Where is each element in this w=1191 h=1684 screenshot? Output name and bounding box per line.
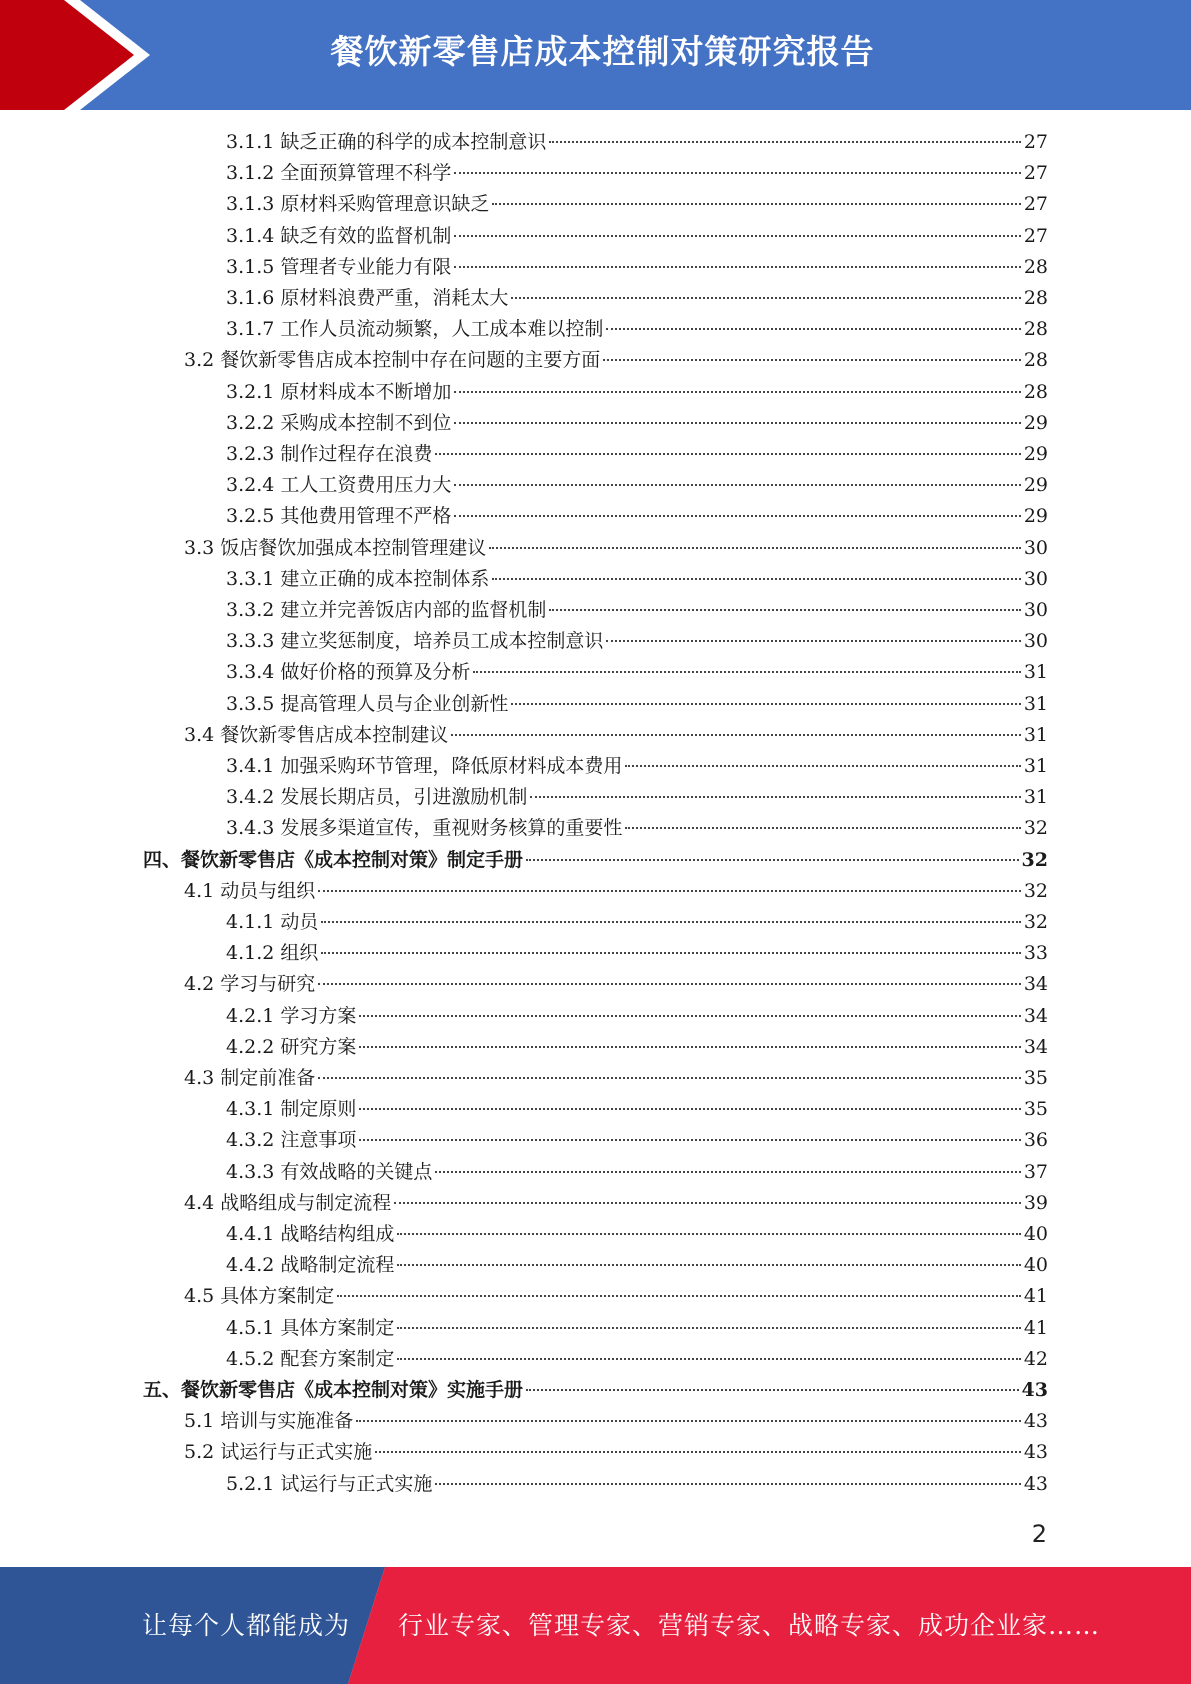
toc-entry[interactable] <box>226 1250 1048 1281</box>
toc-entry-page: 30 <box>1023 630 1048 653</box>
toc-entry-label: 五、餐饮新零售店《成本控制对策》实施手册 <box>143 1379 524 1401</box>
toc-dot-leader <box>606 640 1020 642</box>
toc-entry-page: 35 <box>1023 1067 1048 1089</box>
toc-entry-page: 29 <box>1023 443 1048 465</box>
footer-slogan-left: 让每个人都能成为 <box>142 1611 351 1640</box>
toc-entry-page: 42 <box>1023 1347 1048 1370</box>
toc-entry-label: 3.2 餐饮新零售店成本控制中存在问题的主要方面 <box>184 349 601 372</box>
toc-entry-label: 4.5.1 具体方案制定 <box>226 1316 395 1339</box>
toc-dot-leader <box>549 141 1020 143</box>
toc-entry[interactable] <box>226 938 1048 969</box>
toc-entry-page: 34 <box>1023 973 1048 996</box>
toc-entry-label: 3.1.5 管理者专业能力有限 <box>226 255 452 278</box>
toc-entry-label: 4.2.2 研究方案 <box>226 1035 357 1058</box>
toc-dot-leader <box>526 1389 1019 1391</box>
toc-dot-leader <box>321 921 1020 923</box>
toc-entry[interactable] <box>226 377 1048 408</box>
toc-entry-label: 4.2 学习与研究 <box>184 973 316 996</box>
toc-entry-page: 27 <box>1023 131 1048 153</box>
toc-entry-label: 3.4.3 发展多渠道宣传，重视财务核算的重要性 <box>226 817 623 840</box>
toc-entry[interactable] <box>226 158 1048 189</box>
toc-dot-leader <box>549 609 1020 611</box>
toc-dot-leader <box>526 859 1019 861</box>
toc-entry[interactable] <box>184 876 1048 907</box>
toc-entry[interactable] <box>226 1001 1048 1032</box>
toc-entry-label: 3.3.3 建立奖惩制度，培养员工成本控制意识 <box>226 630 604 653</box>
toc-dot-leader <box>451 734 1021 736</box>
toc-entry[interactable] <box>184 345 1048 376</box>
toc-dot-leader <box>454 515 1020 517</box>
toc-entry-page: 34 <box>1023 1004 1048 1027</box>
toc-entry-page: 28 <box>1023 349 1048 372</box>
toc-entry[interactable] <box>226 1125 1048 1156</box>
toc-entry-label: 3.4.2 发展长期店员，引进激励机制 <box>226 786 528 809</box>
toc-entry[interactable] <box>226 1469 1048 1500</box>
toc-dot-leader <box>318 890 1021 892</box>
toc-dot-leader <box>359 1139 1020 1141</box>
toc-entry[interactable] <box>226 439 1048 470</box>
toc-entry-label: 3.1.7 工作人员流动频繁，人工成本难以控制 <box>226 318 604 341</box>
toc-entry[interactable] <box>184 720 1048 751</box>
toc-entry-label: 3.1.1 缺乏正确的科学的成本控制意识 <box>226 131 547 153</box>
toc-entry-label: 4.5 具体方案制定 <box>184 1285 335 1308</box>
toc-entry[interactable] <box>226 283 1048 314</box>
toc-dot-leader <box>356 1420 1021 1422</box>
toc-dot-leader <box>454 484 1020 486</box>
toc-entry[interactable] <box>226 782 1048 813</box>
toc-entry-page: 33 <box>1023 942 1048 965</box>
toc-entry-page: 28 <box>1023 318 1048 341</box>
toc-dot-leader <box>397 1233 1020 1235</box>
toc-dot-leader <box>435 1483 1020 1485</box>
toc-dot-leader <box>435 1171 1020 1173</box>
toc-dot-leader <box>321 952 1020 954</box>
footer-slogan-right: 行业专家、管理专家、营销专家、战略专家、成功企业家…… <box>398 1611 1101 1640</box>
toc-entry-label: 3.3.1 建立正确的成本控制体系 <box>226 567 490 590</box>
toc-entry-page: 29 <box>1023 474 1048 497</box>
toc-entry-page: 27 <box>1023 162 1048 185</box>
toc-entry-label: 3.3.4 做好价格的预算及分析 <box>226 661 471 684</box>
toc-entry-page: 34 <box>1023 1035 1048 1058</box>
toc-entry-label: 3.4 餐饮新零售店成本控制建议 <box>184 723 449 746</box>
toc-entry[interactable] <box>226 501 1048 532</box>
toc-entry-page: 32 <box>1023 817 1048 840</box>
toc-entry-label: 4.3.2 注意事项 <box>226 1129 357 1152</box>
toc-entry[interactable] <box>226 907 1048 938</box>
toc-entry-label: 4.3.3 有效战略的关键点 <box>226 1160 433 1183</box>
toc-entry-page: 31 <box>1023 723 1048 746</box>
toc-entry-label: 5.2.1 试运行与正式实施 <box>226 1472 433 1495</box>
toc-dot-leader <box>375 1451 1021 1453</box>
toc-dot-leader <box>489 547 1021 549</box>
toc-entry[interactable] <box>143 845 1048 876</box>
toc-entry-page: 29 <box>1023 505 1048 528</box>
toc-entry-page: 28 <box>1023 255 1048 278</box>
toc-dot-leader <box>473 671 1020 673</box>
toc-entry-label: 3.2.1 原材料成本不断增加 <box>226 380 452 403</box>
toc-entry[interactable] <box>184 969 1048 1000</box>
toc-entry-label: 四、餐饮新零售店《成本控制对策》制定手册 <box>143 848 524 871</box>
toc-entry-page: 31 <box>1023 661 1048 684</box>
toc-entry[interactable] <box>184 1063 1048 1094</box>
toc-entry-page: 41 <box>1023 1316 1048 1339</box>
toc-dot-leader <box>359 1046 1020 1048</box>
toc-entry-page: 27 <box>1023 224 1048 247</box>
toc-entry[interactable] <box>226 1313 1048 1344</box>
toc-dot-leader <box>606 328 1020 330</box>
toc-entry-label: 4.1 动员与组织 <box>184 879 316 902</box>
toc-dot-leader <box>394 1202 1021 1204</box>
toc-dot-leader <box>625 765 1020 767</box>
toc-dot-leader <box>492 203 1020 205</box>
toc-entry[interactable] <box>226 657 1048 688</box>
toc-entry[interactable] <box>226 221 1048 252</box>
toc-entry-label: 4.3.1 制定原则 <box>226 1098 357 1121</box>
page-number: 2 <box>1031 1520 1047 1548</box>
toc-entry[interactable] <box>226 564 1048 595</box>
toc-entry-page: 30 <box>1023 536 1048 559</box>
toc-entry-page: 30 <box>1023 567 1048 590</box>
toc-dot-leader <box>511 703 1020 705</box>
toc-entry[interactable] <box>226 1344 1048 1375</box>
footer-band <box>0 1567 1191 1684</box>
toc-entry-page: 43 <box>1021 1379 1048 1401</box>
toc-entry-label: 4.3 制定前准备 <box>184 1067 316 1089</box>
document-title: 餐饮新零售店成本控制对策研究报告 <box>330 32 875 71</box>
toc-entry-label: 3.2.2 采购成本控制不到位 <box>226 411 452 434</box>
toc-entry-page: 40 <box>1023 1254 1048 1277</box>
toc-dot-leader <box>454 391 1020 393</box>
toc-entry-label: 3.4.1 加强采购环节管理，降低原材料成本费用 <box>226 755 623 777</box>
toc-dot-leader <box>359 1015 1020 1017</box>
toc-entry-label: 3.1.3 原材料采购管理意识缺乏 <box>226 193 490 216</box>
toc-entry[interactable] <box>226 408 1048 439</box>
toc-entry[interactable] <box>226 626 1048 657</box>
toc-entry-page: 32 <box>1023 911 1048 933</box>
toc-entry-page: 39 <box>1023 1191 1048 1214</box>
toc-dot-leader <box>454 235 1020 237</box>
toc-entry[interactable] <box>226 751 1048 782</box>
toc-entry-page: 40 <box>1023 1223 1048 1245</box>
toc-dot-leader <box>492 578 1020 580</box>
toc-entry-page: 36 <box>1023 1129 1048 1152</box>
toc-entry[interactable] <box>184 1188 1048 1219</box>
toc-entry[interactable] <box>226 252 1048 283</box>
toc-dot-leader <box>454 172 1020 174</box>
toc-dot-leader <box>397 1358 1020 1360</box>
toc-entry-label: 3.3.2 建立并完善饭店内部的监督机制 <box>226 599 547 621</box>
toc-entry-page: 32 <box>1023 879 1048 902</box>
toc-entry[interactable] <box>226 689 1048 720</box>
toc-entry-page: 29 <box>1023 411 1048 434</box>
toc-entry-page: 37 <box>1023 1160 1048 1183</box>
toc-entry-page: 43 <box>1023 1472 1048 1495</box>
toc-entry[interactable] <box>226 1219 1048 1250</box>
toc-entry-label: 3.2.5 其他费用管理不严格 <box>226 505 452 528</box>
toc-entry-page: 31 <box>1023 692 1048 715</box>
toc-dot-leader <box>397 1327 1020 1329</box>
toc-entry[interactable] <box>226 813 1048 844</box>
header-band <box>0 0 1191 110</box>
toc-entry-label: 4.1.1 动员 <box>226 911 319 933</box>
toc-dot-leader <box>318 1077 1021 1079</box>
toc-dot-leader <box>511 297 1020 299</box>
toc-entry-page: 27 <box>1023 193 1048 216</box>
toc-dot-leader <box>530 796 1020 798</box>
toc-entry-page: 28 <box>1023 380 1048 403</box>
toc-entry-label: 3.1.2 全面预算管理不科学 <box>226 162 452 185</box>
toc-entry-page: 41 <box>1023 1285 1048 1308</box>
toc-entry-page: 30 <box>1023 599 1048 621</box>
toc-dot-leader <box>337 1295 1021 1297</box>
toc-entry[interactable] <box>226 470 1048 501</box>
toc-entry-label: 3.3 饭店餐饮加强成本控制管理建议 <box>184 536 487 559</box>
toc-dot-leader <box>359 1108 1020 1110</box>
toc-entry[interactable] <box>226 595 1048 626</box>
toc-entry-label: 3.2.3 制作过程存在浪费 <box>226 443 433 465</box>
toc-entry[interactable] <box>184 1437 1048 1468</box>
toc-entry-page: 43 <box>1023 1441 1048 1464</box>
toc-entry[interactable] <box>226 1032 1048 1063</box>
toc-entry[interactable] <box>184 1406 1048 1437</box>
toc-entry-page: 31 <box>1023 786 1048 809</box>
toc-entry-page: 35 <box>1023 1098 1048 1121</box>
toc-dot-leader <box>603 359 1021 361</box>
toc-dot-leader <box>625 827 1020 829</box>
toc-entry-label: 3.2.4 工人工资费用压力大 <box>226 474 452 497</box>
toc-entry[interactable] <box>184 533 1048 564</box>
toc-entry-label: 5.2 试运行与正式实施 <box>184 1441 373 1464</box>
toc-entry-label: 4.2.1 学习方案 <box>226 1004 357 1027</box>
toc-entry-label: 4.4.2 战略制定流程 <box>226 1254 395 1277</box>
toc-entry[interactable] <box>226 1094 1048 1125</box>
toc-entry-label: 4.4 战略组成与制定流程 <box>184 1191 392 1214</box>
toc-entry-page: 43 <box>1023 1410 1048 1433</box>
toc-dot-leader <box>318 983 1021 985</box>
toc-entry-page: 32 <box>1021 848 1048 871</box>
toc-entry[interactable] <box>226 189 1048 220</box>
toc-entry-label: 3.1.4 缺乏有效的监督机制 <box>226 224 452 247</box>
toc-dot-leader <box>435 453 1020 455</box>
toc-entry[interactable] <box>226 127 1048 158</box>
toc-entry-page: 28 <box>1023 287 1048 309</box>
toc-entry-page: 31 <box>1023 755 1048 777</box>
toc-entry[interactable] <box>226 1157 1048 1188</box>
toc-entry-label: 4.4.1 战略结构组成 <box>226 1223 395 1245</box>
toc-entry-label: 5.1 培训与实施准备 <box>184 1410 354 1433</box>
toc-dot-leader <box>397 1264 1020 1266</box>
toc-dot-leader <box>454 422 1020 424</box>
toc-dot-leader <box>454 266 1020 268</box>
toc-entry[interactable] <box>226 314 1048 345</box>
toc-entry[interactable] <box>143 1375 1048 1406</box>
toc-entry-label: 3.3.5 提高管理人员与企业创新性 <box>226 692 509 715</box>
toc-entry-label: 4.1.2 组织 <box>226 942 319 965</box>
toc-entry[interactable] <box>184 1281 1048 1312</box>
toc-entry-label: 3.1.6 原材料浪费严重，消耗太大 <box>226 287 509 309</box>
toc-entry-label: 4.5.2 配套方案制定 <box>226 1347 395 1370</box>
